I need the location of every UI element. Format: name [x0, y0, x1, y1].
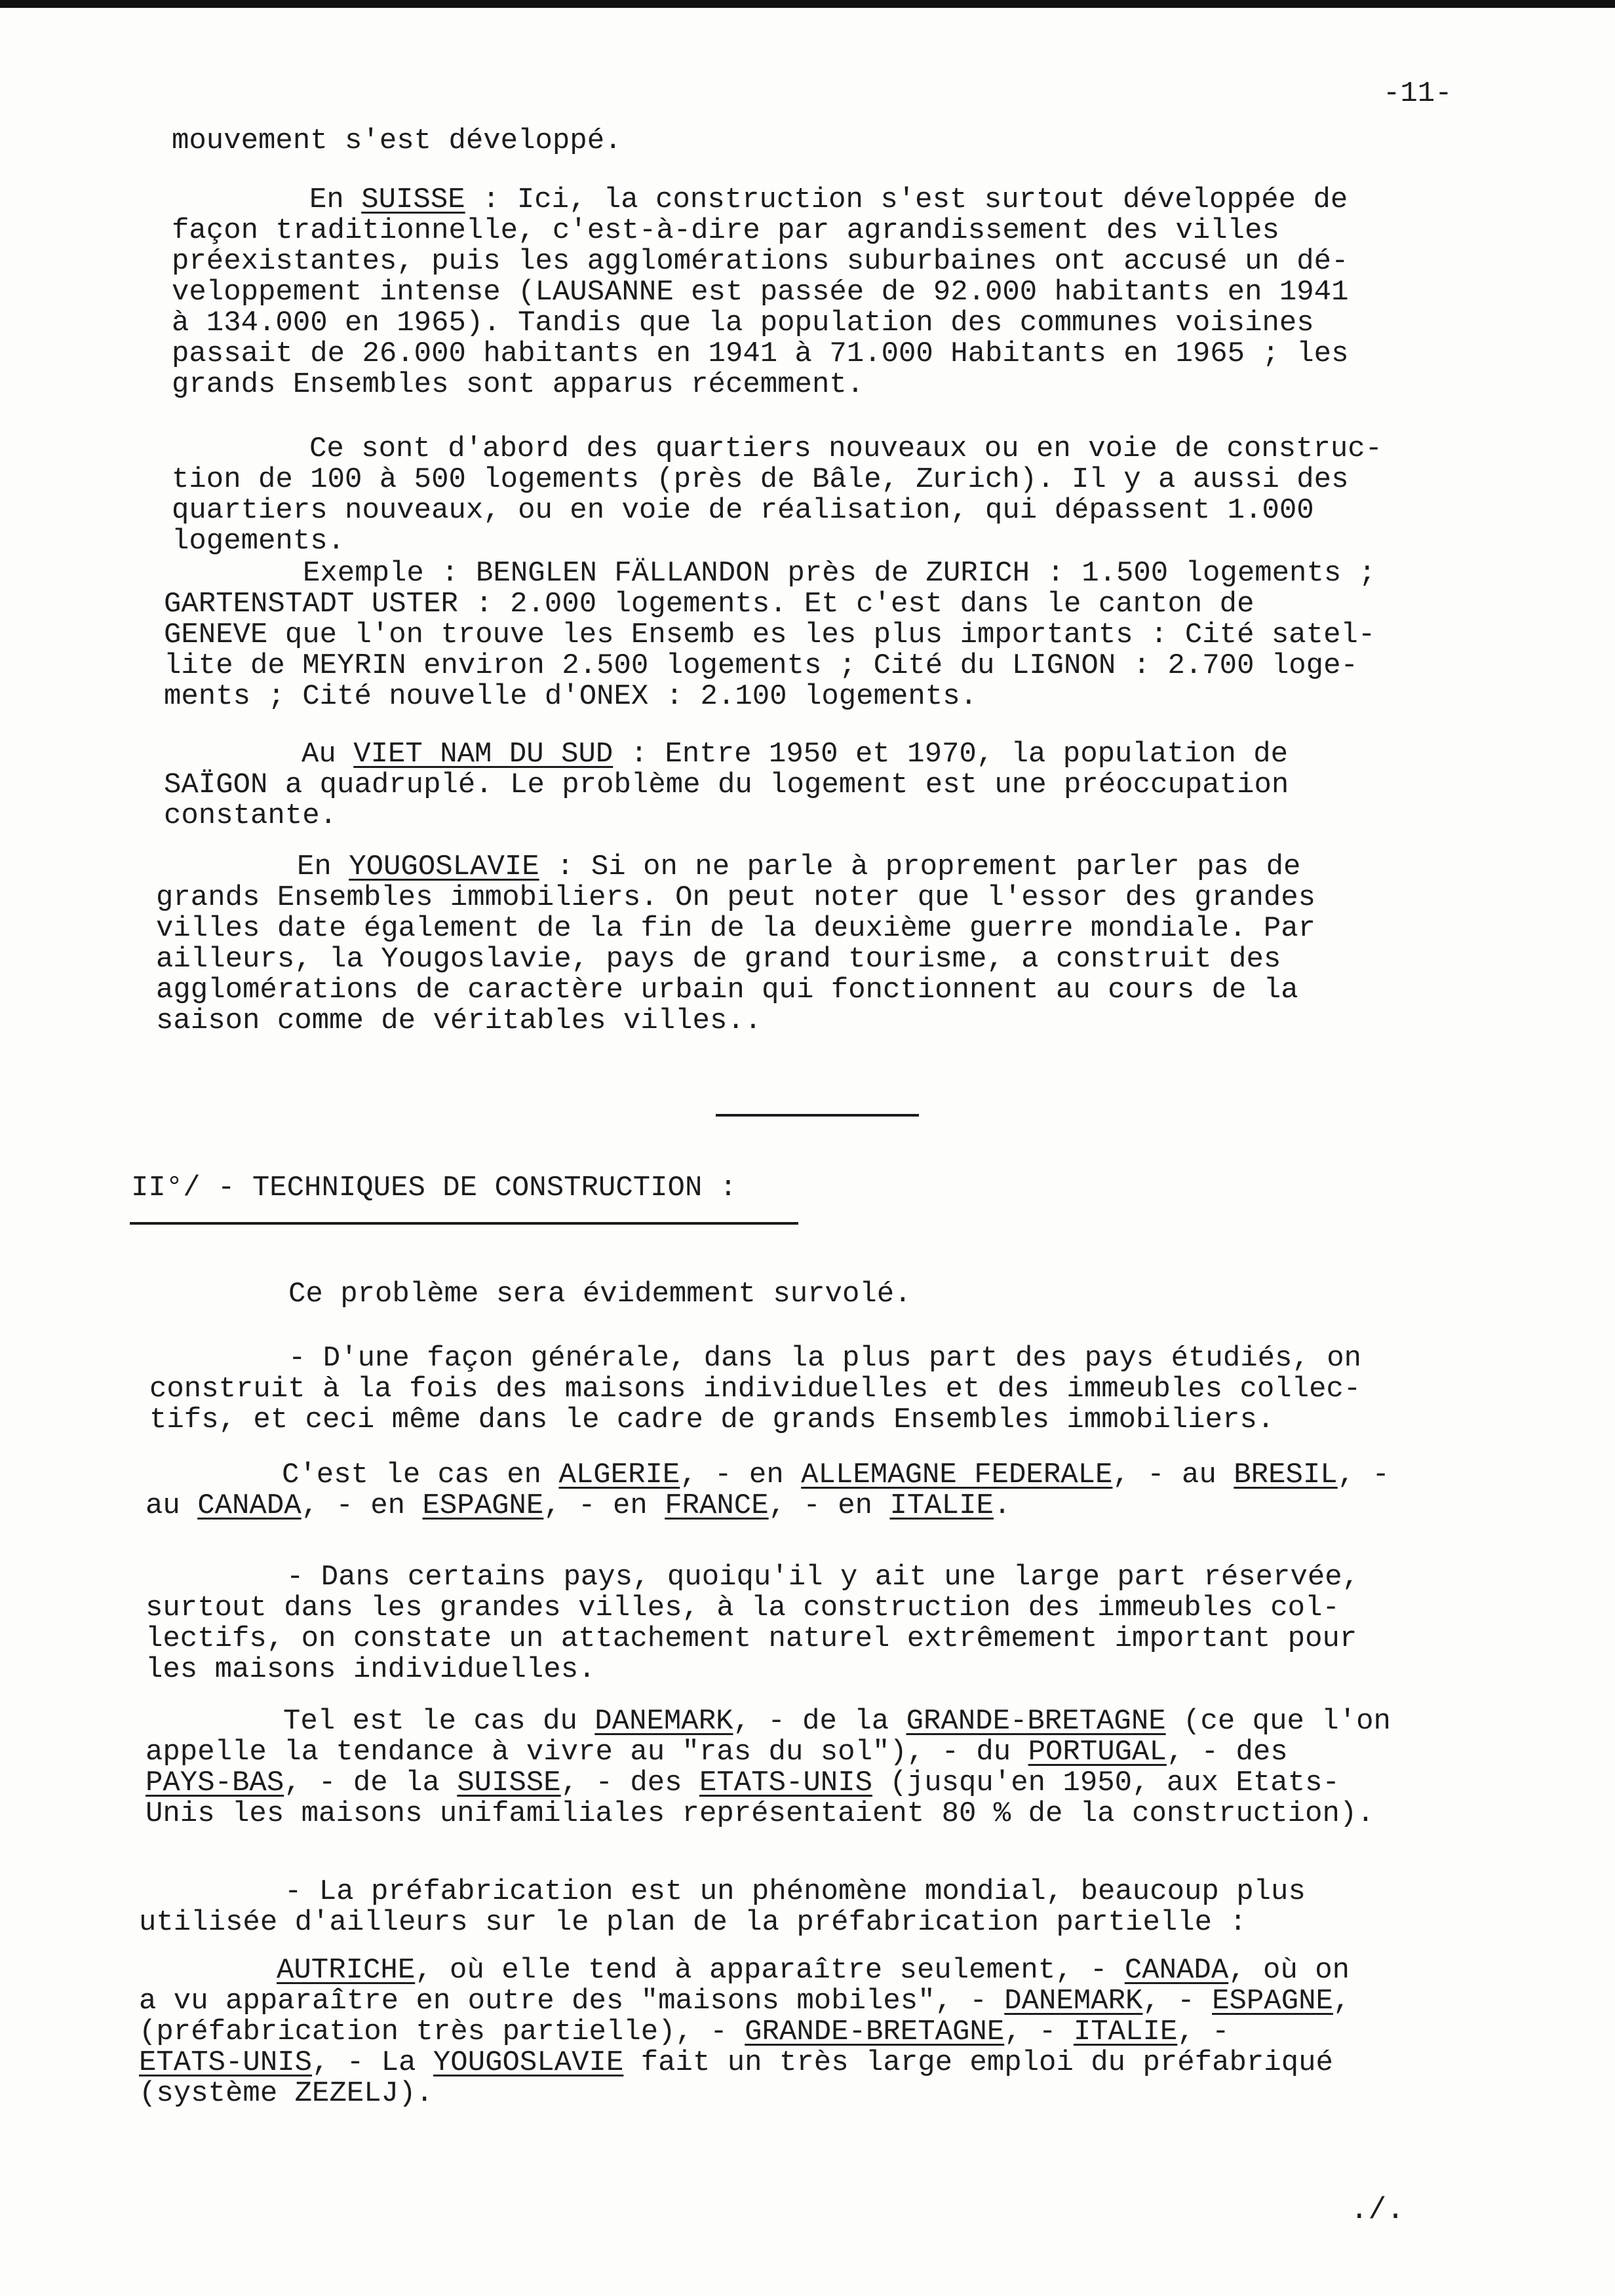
paragraph-text: , - au	[1112, 1459, 1234, 1491]
paragraph-intro: Au	[302, 738, 354, 771]
paragraph-text: fait un très large emploi du préfabriqué (système ZEZELJ).	[139, 2046, 1333, 2110]
country-yougoslavie-2: YOUGOSLAVIE	[433, 2046, 624, 2079]
paragraph-text: , -	[1004, 2016, 1074, 2048]
country-etats-unis: ETATS-UNIS	[699, 1767, 872, 1799]
paragraph-text: , - en	[768, 1489, 890, 1522]
country-etats-unis-2: ETATS-UNIS	[139, 2046, 313, 2079]
paragraph-text: C'est le cas en	[282, 1459, 559, 1491]
country-espagne-2: ESPAGNE	[1212, 1985, 1333, 2018]
paragraph-text: , - des	[1166, 1736, 1288, 1769]
paragraph-viet-nam	[164, 739, 1289, 832]
country-yougoslavie: YOUGOSLAVIE	[349, 851, 539, 883]
country-danemark-2: DANEMARK	[1004, 1985, 1143, 2018]
paragraph-text: (jusqu'en 1950, aux Etats- Unis les maisons unifamiliales représentaient 80 % de la construction).	[146, 1767, 1374, 1830]
paragraph-text: - Dans certains pays, quoiqu'il y ait une large part réservée, surtout dans les grandes villes, à la construction des immeubles col- lectifs, on constate un attachement naturel extrêmement important pour les maisons individuelles.	[146, 1561, 1360, 1686]
paragraph-text: Ce sont d'abord des quartiers nouveaux ou en voie de construc- tion de 100 à 500 logements (près de Bâle, Zurich). Il y a aussi des quartiers nouveaux, ou en voie de réalisation, qui dépassent 1.000 logements.	[172, 432, 1383, 558]
paragraph-suisse	[172, 185, 1349, 400]
page-number: -11-	[1383, 77, 1452, 110]
paragraph-cas-en	[146, 1460, 1390, 1521]
paragraph-text: : Ici, la construction s'est surtout développée de façon traditionnelle, c'est-à-dire par agrandissement des villes préexistantes, puis les agglomérations suburbaines ont accusé un dé- veloppement intense (LAUSANNE est passée de 92.000 habitants en 1941 à 134.000 en 1965). Tandis que la population des communes voisines passait de 26.000 habitants en 1941 à 71.000 Habitants en 1965 ; les grands Ensembles sont apparus récemment.	[172, 183, 1349, 401]
paragraph-certains-pays	[146, 1562, 1359, 1685]
country-espagne: ESPAGNE	[422, 1489, 544, 1522]
paragraph-text: , - en	[543, 1489, 665, 1522]
paragraph-text: : Entre 1950 et 1970, la population de SAÏGON a quadruplé. Le problème du logement est une préoccupation constante.	[164, 738, 1289, 832]
paragraph-intro: En	[309, 183, 362, 216]
paragraph-text: Exemple : BENGLEN FÄLLANDON près de ZURICH : 1.500 logements ; GARTENSTADT USTER : 2.000 logements. Et c'est dans le canton de GENEVE que l'on trouve les Ensemb es les plus importants : Cité satel- lite de MEYRIN environ 2.500 logements ; Cité du LIGNON : 2.700 loge- ments ; Cité nouvelle d'ONEX : 2.100 logements.	[164, 557, 1376, 713]
section-heading-underline	[130, 1222, 798, 1225]
paragraph-continuation: mouvement s'est développé.	[172, 124, 622, 157]
country-portugal: PORTUGAL	[1028, 1736, 1167, 1769]
paragraph-text: , - au	[146, 1459, 1390, 1522]
paragraph-text: , (préfabrication très partielle), -	[139, 1985, 1351, 2048]
paragraph-survole: Ce problème sera évidemment survolé.	[288, 1278, 912, 1311]
paragraph-text: , - de la	[733, 1705, 906, 1738]
paragraph-text: (ce que l'on appelle la tendance à vivre au "ras du sol"), - du	[146, 1705, 1391, 1769]
paragraph-quartiers	[172, 434, 1382, 557]
paragraph-text: , - en	[301, 1489, 423, 1522]
country-suisse: SUISSE	[361, 183, 465, 216]
section-divider	[716, 1114, 919, 1117]
paragraph-text: , -	[1142, 1985, 1213, 2018]
paragraph-text: , où on a vu apparaître en outre des "maisons mobiles", -	[139, 1954, 1350, 2018]
country-italie: ITALIE	[889, 1489, 994, 1522]
country-bresil: BRESIL	[1234, 1459, 1338, 1491]
paragraph-text: , - en	[680, 1459, 802, 1491]
country-algerie: ALGERIE	[558, 1459, 680, 1491]
country-autriche: AUTRICHE	[277, 1954, 416, 1987]
paragraph-yougoslavie	[156, 852, 1315, 1037]
continuation-mark: ./.	[1350, 2193, 1405, 2227]
country-pays-bas: PAYS-BAS	[146, 1767, 284, 1799]
paragraph-text: , -	[1177, 2016, 1230, 2048]
country-allemagne-federale: ALLEMAGNE FEDERALE	[801, 1459, 1113, 1491]
paragraph-facon-generale	[149, 1343, 1361, 1436]
paragraph-text: , - de la	[284, 1767, 457, 1799]
country-canada-2: CANADA	[1124, 1954, 1229, 1987]
paragraph-text: - D'une façon générale, dans la plus part des pays étudiés, on construit à la fois des maisons individuelles et des immeubles collec- tifs, et ceci même dans le cadre de grands Ensembles immobiliers.	[149, 1342, 1362, 1436]
top-edge-rule	[0, 0, 1615, 8]
country-italie-2: ITALIE	[1073, 2016, 1178, 2048]
paragraph-text: , où elle tend à apparaître seulement, -	[415, 1954, 1125, 1987]
paragraph-tel-est-le-cas	[146, 1706, 1391, 1829]
country-france: FRANCE	[665, 1489, 769, 1522]
paragraph-text: Tel est le cas du	[283, 1705, 595, 1738]
paragraph-prefabrication	[139, 1877, 1306, 1938]
paragraph-intro: En	[297, 851, 349, 883]
paragraph-exemple	[164, 558, 1376, 712]
paragraph-text: , - des	[560, 1767, 699, 1799]
country-canada: CANADA	[197, 1489, 302, 1522]
paragraph-text: : Si on ne parle à proprement parler pas de grands Ensembles immobiliers. On peut noter que l'essor des grandes villes date également de la fin de la deuxième guerre mondiale. Par ailleurs, la Yougoslavie, pays de grand tourisme, a construit des agglomérations de caractère urbain qui fonctionnent au cours de la saison comme de véritables villes..	[156, 851, 1316, 1037]
paragraph-text: - La préfabrication est un phénomène mondial, beaucoup plus utilisée d'ailleurs sur le plan de la préfabrication partielle :	[139, 1875, 1306, 1939]
paragraph-prefab-countries	[139, 1955, 1350, 2109]
paragraph-text: , - La	[312, 2046, 433, 2079]
paragraph-text: .	[993, 1489, 1011, 1522]
country-grande-bretagne-2: GRANDE-BRETAGNE	[745, 2016, 1005, 2048]
section-heading: II°/ - TECHNIQUES DE CONSTRUCTION :	[131, 1172, 737, 1204]
country-grande-bretagne: GRANDE-BRETAGNE	[906, 1705, 1166, 1738]
country-viet-nam-du-sud: VIET NAM DU SUD	[353, 738, 613, 771]
country-danemark: DANEMARK	[594, 1705, 733, 1738]
country-suisse-2: SUISSE	[457, 1767, 561, 1799]
